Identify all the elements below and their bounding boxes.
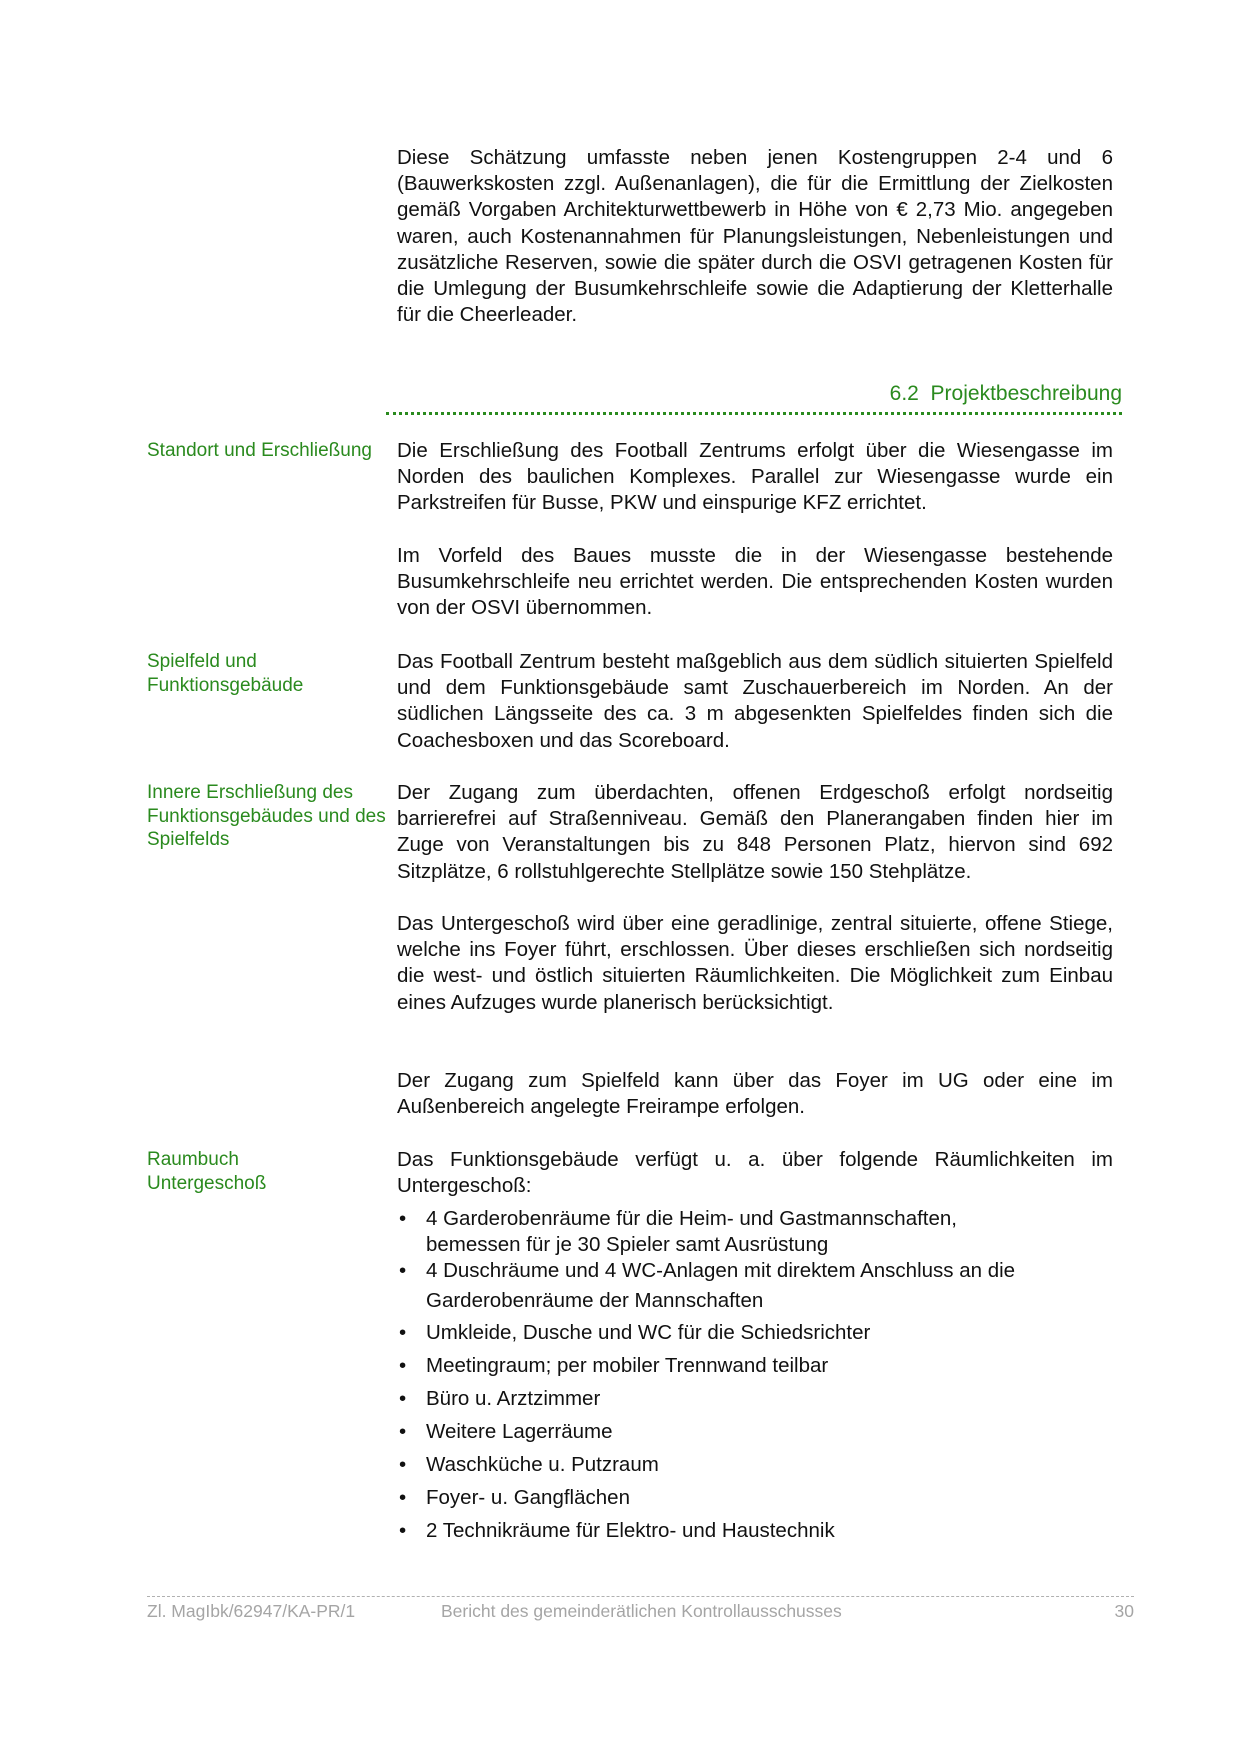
paragraph-raumbuch: Das Funktionsgebäude verfügt u. a. über folgende Räumlichkeiten im Untergeschoß: [397, 1148, 1113, 1198]
intro-paragraph: Diese Schätzung umfasste neben jenen Kostengruppen 2-4 und 6 (Bauwerkskosten zzgl. Außenanlagen), die für die Ermittlung der Zielkosten gemäß Vorgaben Architekturwettbewerb in Höhe von € 2,73 Mio. angegeben waren, auch Kostenannahmen für Planungsleistungen, Nebenleistungen und zusätzliche Reserven, sowie die später durch die OSVI getragenen Kosten für die Umlegung der Busumkehrschleife sowie die Adaptierung der Kletterhalle für die Cheerleader. [397, 146, 1113, 327]
list-item: • 4 Duschräume und 4 WC-Anlagen mit direktem Anschluss an die Garderobenräume der Mannschaften [397, 1256, 1106, 1316]
margin-label-innere-erschliessung: Innere Erschließung des Funktionsgebäudes und des Spielfelds [147, 782, 386, 850]
bullet-icon: • [399, 1519, 407, 1542]
paragraph-standort-2: Im Vorfeld des Baues musste die in der Wiesengasse bestehende Busumkehrschleife neu errichtet werden. Die entsprechenden Kosten wurden von der OSVI übernommen. [397, 544, 1113, 620]
margin-label-spielfeld: Spielfeld und Funktionsgebäude [147, 651, 304, 696]
list-item: • Meetingraum; per mobiler Trennwand teilbar [397, 1349, 1113, 1382]
section-title: Projektbeschreibung [930, 382, 1122, 405]
bullet-icon: • [399, 1453, 407, 1476]
section-heading [386, 382, 1122, 412]
list-item: • Foyer- u. Gangflächen [397, 1481, 1113, 1514]
bullet-icon: • [399, 1387, 407, 1410]
margin-label-raumbuch: Raumbuch Untergeschoß [147, 1149, 267, 1194]
list-item: • 4 Garderobenräume für die Heim- und Gastmannschaften, bemessen für je 30 Spieler samt Ausrüstung [399, 1207, 957, 1256]
section-number: 6.2 [889, 382, 919, 405]
bullet-icon: • [399, 1259, 407, 1282]
paragraph-innere-1: Der Zugang zum überdachten, offenen Erdgeschoß erfolgt nordseitig barrierefrei auf Straßenniveau. Gemäß den Planerangaben finden hier im Zuge von Veranstaltungen bis zu 848 Personen Platz, hiervon sind 692 Sitzplätze, 6 rollstuhlgerechte Stellplätze sowie 150 Stehplätze. [397, 781, 1113, 883]
paragraph-innere-2: Das Untergeschoß wird über eine geradlinige, zentral situierte, offene Stiege, welche ins Foyer führt, erschlossen. Über dieses erschließen sich nordseitig die west- und östlich situierten Räumlichkeiten. Die Möglichkeit zum Einbau eines Aufzuges wurde planerisch berücksichtigt. [397, 912, 1113, 1014]
bullet-icon: • [399, 1207, 407, 1230]
section-dotted-rule [386, 412, 1122, 415]
footer-reference: Zl. MagIbk/62947/KA-PR/1 [147, 1601, 356, 1621]
paragraph-innere-3: Der Zugang zum Spielfeld kann über das Foyer im UG oder eine im Außenbereich angelegte Freirampe erfolgen. [397, 1069, 1113, 1119]
footer-title: Bericht des gemeinderätlichen Kontrollausschusses [441, 1601, 842, 1621]
list-item: • Büro u. Arztzimmer [397, 1382, 1113, 1415]
bullet-icon: • [399, 1420, 407, 1443]
paragraph-spielfeld: Das Football Zentrum besteht maßgeblich aus dem südlich situierten Spielfeld und dem Funktionsgebäude samt Zuschauerbereich im Norden. An der südlichen Längsseite des ca. 3 m abgesenkten Spielfeldes finden sich die Coachesboxen und das Scoreboard. [397, 650, 1113, 752]
list-item: • Weitere Lagerräume [397, 1415, 1113, 1448]
page-number: 30 [1114, 1601, 1134, 1621]
margin-label-standort: Standort und Erschließung [147, 440, 372, 461]
list-item: • 2 Technikräume für Elektro- und Haustechnik [397, 1514, 1113, 1547]
paragraph-standort-1: Die Erschließung des Football Zentrums erfolgt über die Wiesengasse im Norden des baulichen Komplexes. Parallel zur Wiesengasse wurde ein Parkstreifen für Busse, PKW und einspurige KFZ errichtet. [397, 439, 1113, 515]
footer-dashed-rule [147, 1596, 1134, 1597]
room-list [397, 1206, 1113, 1547]
list-item: • Waschküche u. Putzraum [397, 1448, 1113, 1481]
bullet-icon: • [399, 1354, 407, 1377]
list-item: • Umkleide, Dusche und WC für die Schiedsrichter [397, 1316, 1113, 1349]
bullet-icon: • [399, 1321, 407, 1344]
bullet-icon: • [399, 1486, 407, 1509]
